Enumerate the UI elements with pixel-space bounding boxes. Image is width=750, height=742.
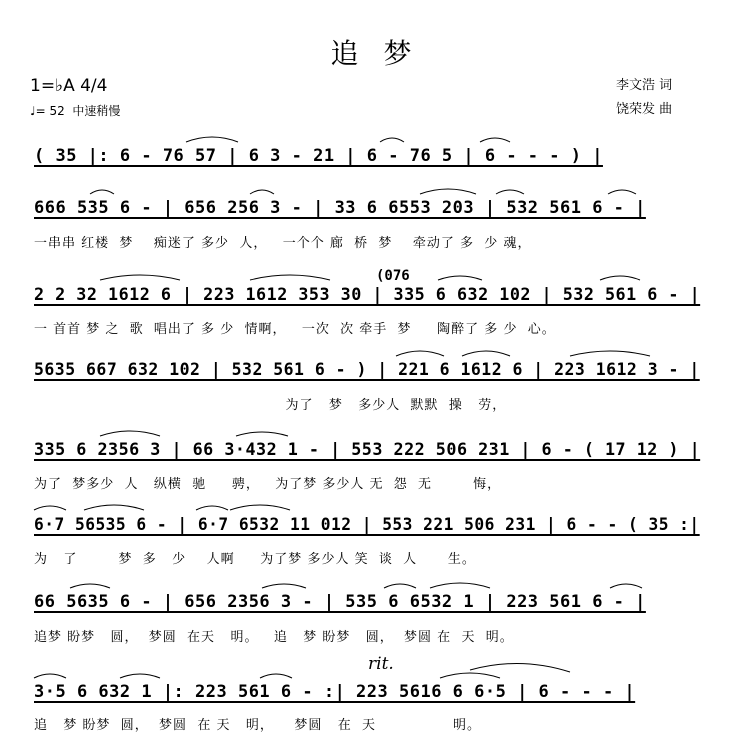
system-8-lyrics: 追 梦 盼梦 圆， 梦圆 在 天 明， 梦圆 在 天 明。 [34, 718, 482, 733]
slur [100, 431, 160, 436]
system-4-notes: 5635 667 632 102 | 532 561 6 - ) | 221 6 1612 6 | 223 1612 3 - | [34, 360, 700, 380]
system-1-notes: ( 35 |: 6 - 76 57 | 6 3 - 21 | 6 - 76 5 | 6 - - - ) | [34, 146, 603, 166]
slur [250, 190, 274, 194]
system-7-notes: 66 5635 6 - | 656 2356 3 - | 535 6 6532 1 | 223 561 6 - | [34, 592, 646, 612]
slur [470, 663, 570, 672]
system-6-notes: 6·7 56535 6 - | 6·7 6532 11 012 | 553 221 506 231 | 6 - - ( 35 :| [34, 515, 700, 535]
slur [462, 351, 510, 356]
slur [380, 138, 404, 142]
slur [34, 674, 66, 678]
system-5-lyrics: 为了 梦多少 人 纵横 驰 骋， 为了梦 多少人 无 怨 无 悔， [34, 477, 502, 492]
song-title: 追 梦 [330, 37, 420, 70]
slur [384, 584, 416, 588]
slur [230, 505, 290, 510]
slur [600, 276, 640, 280]
slur [250, 275, 330, 280]
system-7-lyrics: 追梦 盼梦 圆， 梦圆 在天 明。 追 梦 盼梦 圆， 梦圆 在 天 明。 [34, 630, 514, 645]
slur [396, 351, 444, 356]
slur [608, 190, 636, 194]
slur [610, 584, 642, 588]
grace-note: (076 [376, 268, 410, 284]
slur [570, 351, 650, 356]
slur [120, 674, 160, 678]
slur [440, 673, 500, 678]
system-4-lyrics: 为了 梦 多少人 默默 操 劳， [34, 398, 507, 413]
system-6-lyrics: 为 了 梦 多 少 人啊 为了梦 多少人 笑 谈 人 生。 [34, 552, 476, 567]
slur [260, 674, 292, 678]
system-2-lyrics: 一串串 红楼 梦 痴迷了 多少 人， 一个个 廊 桥 梦 牵动了 多 少 魂， [34, 236, 532, 251]
slur [100, 275, 180, 280]
composer-credit: 饶荣发 曲 [616, 102, 673, 117]
slur [420, 189, 476, 194]
system-3-notes: 2 2 32 1612 6 | 223 1612 353 30 | 335 6 632 102 | 532 561 6 - | [34, 285, 701, 305]
slur [84, 505, 144, 510]
tempo-marking: ♩= 52 中速稍慢 [30, 104, 121, 118]
system-2-notes: 666 535 6 - | 656 256 3 - | 33 6 6553 203 | 532 561 6 - | [34, 198, 646, 218]
slur [70, 584, 110, 588]
lyricist-credit: 李文浩 词 [616, 78, 673, 93]
slur [430, 583, 490, 588]
slur [90, 190, 114, 194]
slur [496, 190, 524, 194]
slur [196, 506, 228, 510]
slur [480, 138, 510, 142]
slur [34, 506, 66, 510]
slur [262, 584, 306, 588]
slur [236, 432, 288, 436]
slur [438, 276, 482, 280]
key-signature: 1=♭A 4/4 [30, 76, 108, 96]
system-8-notes: 3·5 6 632 1 |: 223 561 6 - :| 223 5616 6 6·5 | 6 - - - | [34, 682, 636, 702]
system-5-notes: 335 6 2356 3 | 66 3·432 1 - | 553 222 506 231 | 6 - ( 17 12 ) | [34, 440, 701, 460]
system-3-lyrics: 一 首首 梦 之 歌 唱出了 多 少 情啊， 一次 次 牵手 梦 陶醉了 多 少 心。 [34, 322, 556, 337]
slur [186, 137, 238, 142]
ritardando-marking: rit. [368, 654, 394, 674]
